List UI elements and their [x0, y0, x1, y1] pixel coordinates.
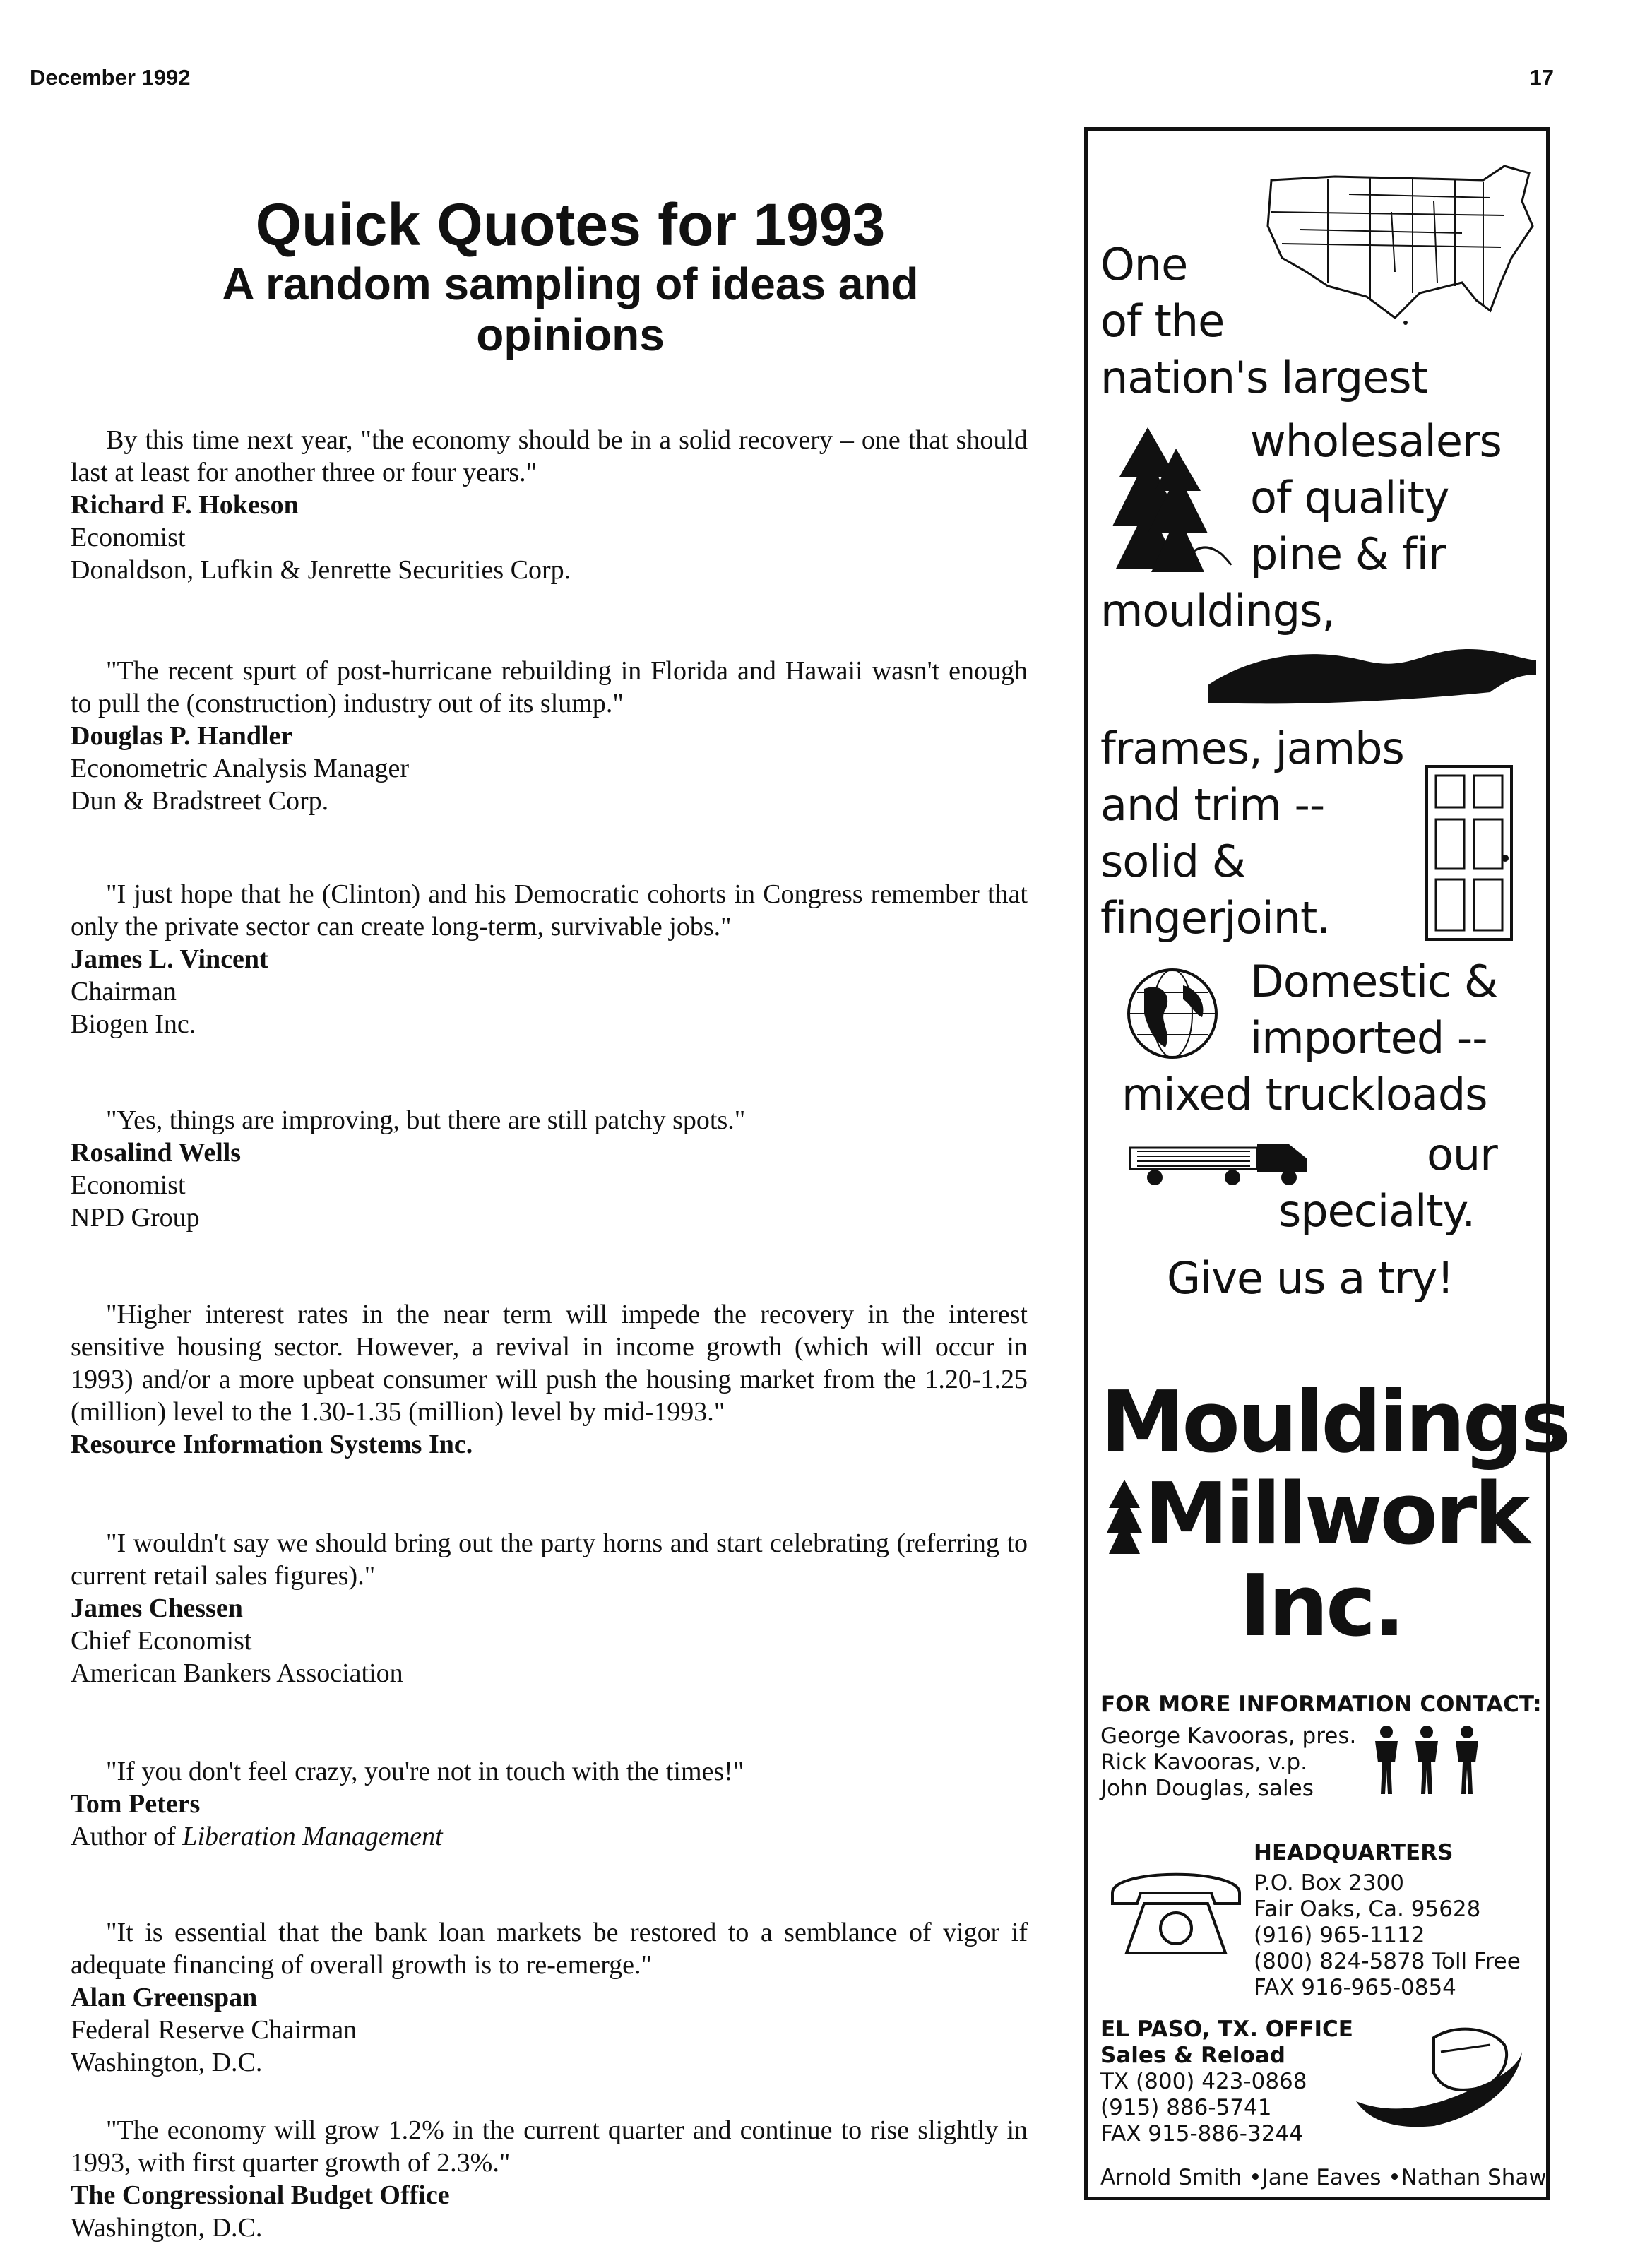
us-map-icon [1250, 159, 1547, 343]
ad-copy-line: of quality [1250, 472, 1449, 523]
people-icon [1367, 1723, 1487, 1801]
ad-copy-line: our [1427, 1129, 1497, 1180]
quote-author: Rosalind Wells [71, 1138, 242, 1168]
article-heading [71, 191, 1028, 360]
quote-text: "Higher interest rates in the near term will impede the recovery in the interest sensitive housing sector. However, a revival in income growth (which will occur in 1993) and/or a more upbeat consumer will push the housing market from the 1.20-1.25 (million) level to the 1.30-1.35 (million) level by mid-1993." [71, 1300, 1028, 1427]
el-paso-line: (915) 886-5741 [1100, 2095, 1272, 2120]
globe-icon [1123, 964, 1222, 1063]
company-logo-line: Inc. [1240, 1557, 1403, 1656]
quote-author: James Chessen [71, 1593, 243, 1623]
quote-author: Alan Greenspan [71, 1983, 258, 2012]
quote-author: James L. Vincent [71, 944, 268, 974]
ad-copy-line: nation's largest [1100, 352, 1427, 403]
ad-copy-line: imported -- [1250, 1012, 1487, 1064]
ad-copy-line: specialty. [1278, 1185, 1475, 1237]
quote-item [71, 424, 1028, 586]
quote-author: Resource Information Systems Inc. [71, 1430, 473, 1459]
ad-copy-line: One [1100, 239, 1188, 290]
moulding-profile-icon [1208, 643, 1540, 706]
book-title: Liberation Management [182, 1822, 443, 1851]
headquarters-line: P.O. Box 2300 [1254, 1870, 1404, 1896]
quote-author: The Congressional Budget Office [71, 2180, 450, 2210]
author-title [71, 1820, 1028, 1853]
author-organization: Biogen Inc. [71, 1009, 196, 1039]
page-number: 17 [1529, 65, 1554, 90]
contact-name: George Kavooras, pres. [1100, 1723, 1357, 1749]
article-subtitle-line1: A random sampling of ideas and [222, 259, 919, 309]
quote-text: "I just hope that he (Clinton) and his Democratic cohorts in Congress remember that only the private sector can create long-term, survivable jobs." [71, 879, 1028, 942]
author-organization: American Bankers Association [71, 1658, 403, 1688]
telephone-icon [1105, 1854, 1247, 1960]
el-paso-heading: EL PASO, TX. OFFICE [1100, 2017, 1353, 2042]
ad-copy-line: pine & fir [1250, 528, 1446, 580]
author-organization: Washington, D.C. [71, 2048, 263, 2077]
quote-text: By this time next year, "the economy should be in a solid recovery – one that should last at least for another three or four years." [71, 425, 1028, 487]
author-organization: Donaldson, Lufkin & Jenrette Securities Corp. [71, 555, 571, 585]
ad-copy-line: wholesalers [1250, 415, 1502, 467]
ad-copy-line: and trim -- [1100, 779, 1325, 831]
quote-author: Douglas P. Handler [71, 721, 293, 751]
author-title: Federal Reserve Chairman [71, 2015, 357, 2045]
author-title: Econometric Analysis Manager [71, 754, 410, 783]
issue-date: December 1992 [30, 65, 191, 90]
advertisement [1084, 127, 1569, 2200]
contact-name: Rick Kavooras, v.p. [1100, 1750, 1307, 1775]
headquarters-line: (916) 965-1112 [1254, 1923, 1425, 1948]
author-organization: Washington, D.C. [71, 2213, 263, 2243]
quote-item [71, 878, 1028, 1040]
ad-copy-line: mixed truckloads [1122, 1069, 1487, 1120]
author-organization: Dun & Bradstreet Corp. [71, 786, 329, 816]
ad-copy-line: of the [1100, 295, 1225, 347]
headquarters-line: (800) 824-5878 Toll Free [1254, 1949, 1521, 1974]
quote-text: "I wouldn't say we should bring out the party horns and start celebrating (referring to current retail sales figures)." [71, 1528, 1028, 1591]
el-paso-line: TX (800) 423-0868 [1100, 2069, 1307, 2094]
quote-item [71, 1104, 1028, 1234]
contact-name: John Douglas, sales [1100, 1776, 1314, 1801]
quote-item [71, 1527, 1028, 1690]
quote-text: "The economy will grow 1.2% in the current quarter and continue to rise slightly in 1993, with first quarter growth of 2.3%." [71, 2115, 1028, 2178]
el-paso-line: FAX 915-886-3244 [1100, 2121, 1303, 2147]
ad-copy-line: mouldings, [1100, 585, 1336, 636]
company-logo-line: Mouldings [1100, 1374, 1569, 1472]
author-title: Economist [71, 1170, 186, 1200]
quote-item [71, 2114, 1028, 2244]
cowboy-hat-icon [1349, 2017, 1526, 2137]
author-title-prefix: Author of [71, 1822, 183, 1851]
ad-copy-line: solid & [1100, 836, 1246, 887]
headquarters-line: FAX 916-965-0854 [1254, 1975, 1456, 2000]
author-title: Chief Economist [71, 1626, 252, 1656]
author-title: Economist [71, 523, 186, 552]
quote-author: Richard F. Hokeson [71, 490, 299, 520]
door-icon [1423, 763, 1515, 943]
ad-copy-line: frames, jambs [1100, 723, 1404, 774]
headquarters-line: Fair Oaks, Ca. 95628 [1254, 1896, 1481, 1922]
pine-trees-icon [1105, 420, 1232, 583]
tree-logo-icon [1103, 1476, 1146, 1561]
contact-heading: FOR MORE INFORMATION CONTACT: [1100, 1692, 1542, 1717]
article-subtitle-line2: opinions [476, 309, 665, 360]
quote-item [71, 1916, 1028, 2079]
el-paso-subheading: Sales & Reload [1100, 2043, 1285, 2068]
author-title: Chairman [71, 977, 177, 1007]
article-title: Quick Quotes for 1993 [255, 191, 886, 258]
quote-item [71, 655, 1028, 817]
ad-copy-line: Domestic & [1250, 956, 1498, 1007]
quote-item [71, 1298, 1028, 1461]
author-organization: NPD Group [71, 1203, 200, 1233]
staff-names: Arnold Smith •Jane Eaves •Nathan Shaw [1100, 2165, 1547, 2190]
quote-text: "Yes, things are improving, but there are still patchy spots." [106, 1105, 746, 1135]
quote-text: "If you don't feel crazy, you're not in touch with the times!" [106, 1757, 744, 1786]
truck-icon [1127, 1134, 1310, 1190]
company-logo-line: Millwork [1144, 1466, 1528, 1564]
ad-copy-line: Give us a try! [1167, 1252, 1454, 1304]
headquarters-heading: HEADQUARTERS [1254, 1840, 1454, 1865]
quote-text: "The recent spurt of post-hurricane rebuilding in Florida and Hawaii wasn't enough to pull the (construction) industry out of its slump." [71, 656, 1028, 718]
quote-item [71, 1755, 1028, 1853]
quote-text: "It is essential that the bank loan markets be restored to a semblance of vigor if adequate financing of overall growth is to re-emerge." [71, 1918, 1028, 1980]
quote-author: Tom Peters [71, 1789, 201, 1819]
ad-copy-line: fingerjoint. [1100, 892, 1331, 944]
